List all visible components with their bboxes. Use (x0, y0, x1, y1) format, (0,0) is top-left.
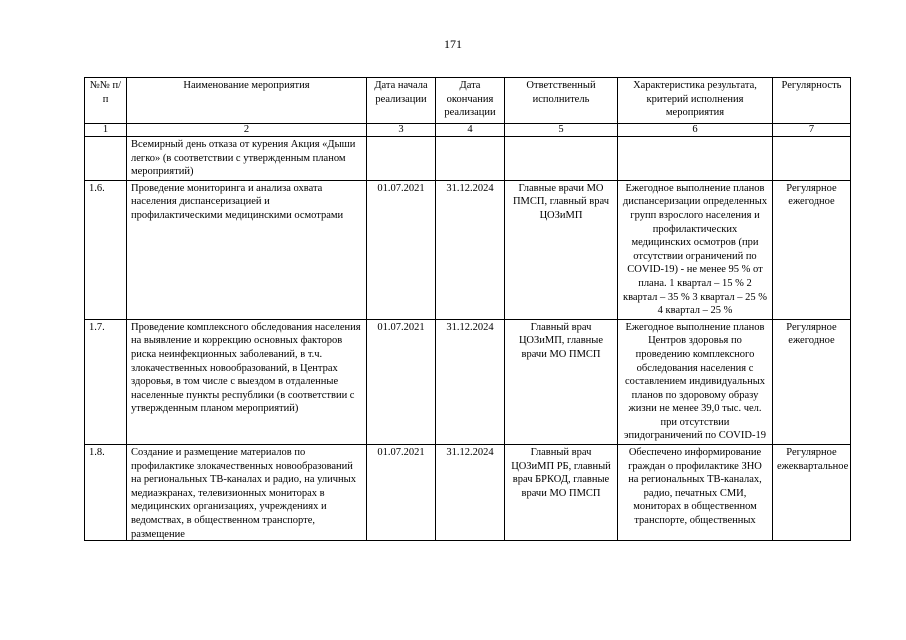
column-number: 3 (367, 124, 436, 137)
row-responsible: Главные врачи МО ПМСП, главный врач ЦОЗиМП (505, 180, 618, 319)
table-row (85, 180, 851, 319)
row-name: Проведение мониторинга и анализа охвата населения диспансеризацией и профилактическими медицинскими осмотрами (127, 180, 367, 319)
row-regularity: Регулярное ежегодное (773, 180, 851, 319)
row-end (436, 137, 505, 181)
row-result (618, 137, 773, 181)
row-responsible: Главный врач ЦОЗиМП РБ, главный врач БРКОД, главные врачи МО ПМСП (511, 447, 611, 499)
row-start: 01.07.2021 (377, 447, 425, 459)
events-table (84, 77, 851, 541)
row-result: Ежегодное выполнение планов Центров здоровья по проведению комплексного обследования населения с составлением индивидуальных планов по здоровому образу жизни не менее 39,0 тыс. чел. при отсутствии эпидограничений по COVID-19 (618, 319, 773, 444)
column-number: 5 (505, 124, 618, 137)
row-num (85, 137, 127, 181)
table-row (85, 137, 851, 181)
row-end: 31.12.2024 (436, 180, 505, 319)
header-end: Дата окончания реализации (436, 78, 505, 124)
header-num: №№ п/п (85, 78, 127, 124)
row-name: Проведение комплексного обследования населения на выявление и коррекцию основных факторов риска неинфекционных заболеваний, в т.ч. злокачественных новообразований, в Центрах здоровья, в том числе с выездом в отдаленные населенные пункты республики (в соответствии с утвержденным планом мероприятий) (127, 319, 367, 444)
row-result: Обеспечено информирование граждан о профилактике ЗНО на региональных ТВ-каналах, радио, печатных СМИ, мониторах в общественном транспорте, общественных (628, 447, 762, 527)
row-regularity-cell (773, 445, 851, 541)
row-responsible-cell (505, 445, 618, 541)
header-row (85, 78, 851, 124)
table-row (85, 445, 851, 541)
row-end: 31.12.2024 (436, 319, 505, 444)
row-name: Всемирный день отказа от курения Акция «Дыши легко» (в соответствии с утвержденным планом мероприятий) (127, 137, 367, 181)
table-row (85, 319, 851, 444)
row-start (367, 137, 436, 181)
column-number: 7 (773, 124, 851, 137)
column-number: 4 (436, 124, 505, 137)
row-name: Создание и размещение материалов по профилактике злокачественных новообразований на региональных ТВ-каналах и радио, на уличных медиаэкранах, телевизионных мониторах в медицинских организациях, учреждениях и ведомствах, в общественном транспорте, размещение (131, 447, 356, 540)
row-regularity: Регулярное ежегодное (773, 319, 851, 444)
row-num: 1.8. (89, 447, 105, 459)
page-number: 171 (444, 37, 462, 51)
row-name-cell (127, 445, 367, 541)
header-result: Характеристика результата, критерий исполнения мероприятия (618, 78, 773, 124)
column-number: 1 (85, 124, 127, 137)
row-num: 1.7. (85, 319, 127, 444)
row-end: 31.12.2024 (446, 447, 494, 459)
row-start-cell (367, 445, 436, 541)
row-num: 1.6. (85, 180, 127, 319)
row-result-cell (618, 445, 773, 541)
row-result: Ежегодное выполнение планов диспансеризации определенных групп взрослого населения и профилактических медицинских осмотров (при отсутствии ограничений по COVID-19) - не менее 95 % от плана. 1 квартал – 15 % 2 квартал – 35 % 3 квартал – 25 % 4 квартал – 25 % (618, 180, 773, 319)
header-responsible: Ответственный исполнитель (505, 78, 618, 124)
column-number: 6 (618, 124, 773, 137)
column-number: 2 (127, 124, 367, 137)
row-responsible (505, 137, 618, 181)
header-start: Дата начала реализации (367, 78, 436, 124)
column-number-row (85, 124, 851, 137)
row-start: 01.07.2021 (367, 180, 436, 319)
row-regularity: Регулярное ежеквартальное (777, 447, 849, 472)
row-regularity (773, 137, 851, 181)
row-responsible: Главный врач ЦОЗиМП, главные врачи МО ПМСП (505, 319, 618, 444)
header-name: Наименование мероприятия (127, 78, 367, 124)
row-end-cell (436, 445, 505, 541)
header-regularity: Регулярность (773, 78, 851, 124)
row-num-cell (85, 445, 127, 541)
row-start: 01.07.2021 (367, 319, 436, 444)
